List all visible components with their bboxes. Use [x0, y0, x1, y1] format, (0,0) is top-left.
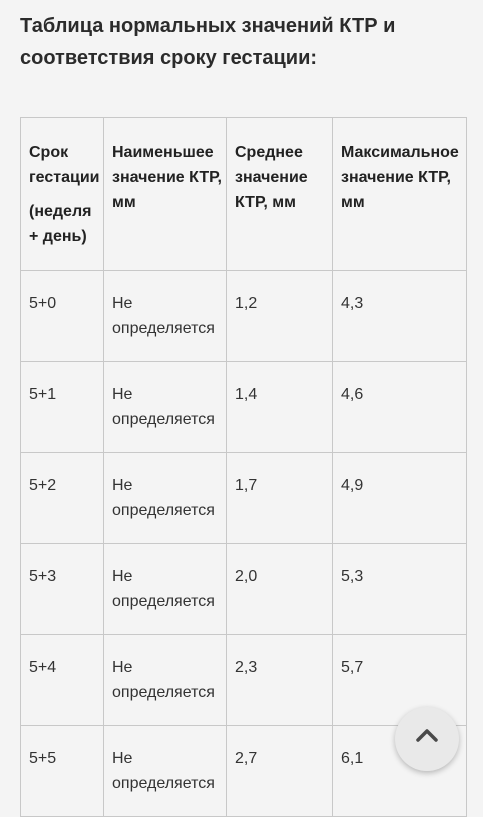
cell-max [333, 635, 467, 726]
cell-avg [227, 362, 333, 453]
cell-max-text: 5,7 [341, 659, 364, 676]
cell-avg [227, 271, 333, 362]
cell-term [21, 635, 104, 726]
cell-avg-text: 1,4 [235, 386, 258, 403]
scroll-to-top-button[interactable] [395, 707, 459, 771]
header-avg-ktr-label: Среднее значение КТР, мм [235, 144, 308, 211]
table-row [21, 362, 467, 453]
cell-avg [227, 726, 333, 817]
table-header [21, 118, 467, 271]
cell-max [333, 453, 467, 544]
cell-min [104, 726, 227, 817]
table-row [21, 544, 467, 635]
table-row [21, 635, 467, 726]
cell-term-text: 5+2 [29, 477, 57, 494]
header-max-ktr [333, 118, 467, 271]
cell-max-text: 5,3 [341, 568, 364, 585]
cell-max-text: 4,3 [341, 295, 364, 312]
cell-min-text: Не определяется [112, 659, 215, 701]
cell-min-text: Не определяется [112, 568, 215, 610]
cell-max [333, 271, 467, 362]
cell-avg [227, 453, 333, 544]
cell-term-text: 5+4 [29, 659, 57, 676]
header-min-ktr-label: Наименьшее значение КТР, мм [112, 144, 222, 211]
cell-term [21, 544, 104, 635]
header-gestation-term-note: (неделя + день) [29, 203, 92, 245]
cell-max [333, 362, 467, 453]
table-row [21, 453, 467, 544]
cell-term-text: 5+3 [29, 568, 57, 585]
cell-avg-text: 1,7 [235, 477, 258, 494]
header-gestation-term-label: Срок гестации [29, 144, 100, 186]
chevron-up-icon [413, 722, 441, 750]
cell-max-text: 6,1 [341, 750, 364, 767]
page-heading: Таблица нормальных значений КТР и соответствия сроку гестации: [20, 15, 396, 69]
cell-term-text: 5+5 [29, 750, 57, 767]
cell-min-text: Не определяется [112, 477, 215, 519]
cell-avg [227, 544, 333, 635]
cell-avg-text: 2,7 [235, 750, 258, 767]
cell-min-text: Не определяется [112, 295, 215, 337]
cell-avg-text: 1,2 [235, 295, 258, 312]
cell-term-text: 5+1 [29, 386, 57, 403]
header-gestation-term [21, 118, 104, 271]
ktr-table-container[interactable] [20, 117, 466, 817]
cell-term [21, 362, 104, 453]
cell-max-text: 4,6 [341, 386, 364, 403]
cell-term [21, 453, 104, 544]
cell-min-text: Не определяется [112, 750, 215, 792]
cell-min [104, 635, 227, 726]
header-min-ktr [104, 118, 227, 271]
cell-min-text: Не определяется [112, 386, 215, 428]
cell-avg-text: 2,0 [235, 568, 258, 585]
header-row [21, 118, 467, 271]
cell-avg [227, 635, 333, 726]
cell-min [104, 271, 227, 362]
cell-max [333, 544, 467, 635]
cell-min [104, 362, 227, 453]
cell-term-text: 5+0 [29, 295, 57, 312]
ktr-table [20, 117, 467, 817]
header-avg-ktr [227, 118, 333, 271]
cell-max-text: 4,9 [341, 477, 364, 494]
cell-min [104, 544, 227, 635]
cell-min [104, 453, 227, 544]
table-row [21, 271, 467, 362]
header-max-ktr-label: Максимальное значение КТР, мм [341, 144, 459, 211]
cell-term [21, 726, 104, 817]
cell-term [21, 271, 104, 362]
cell-avg-text: 2,3 [235, 659, 258, 676]
